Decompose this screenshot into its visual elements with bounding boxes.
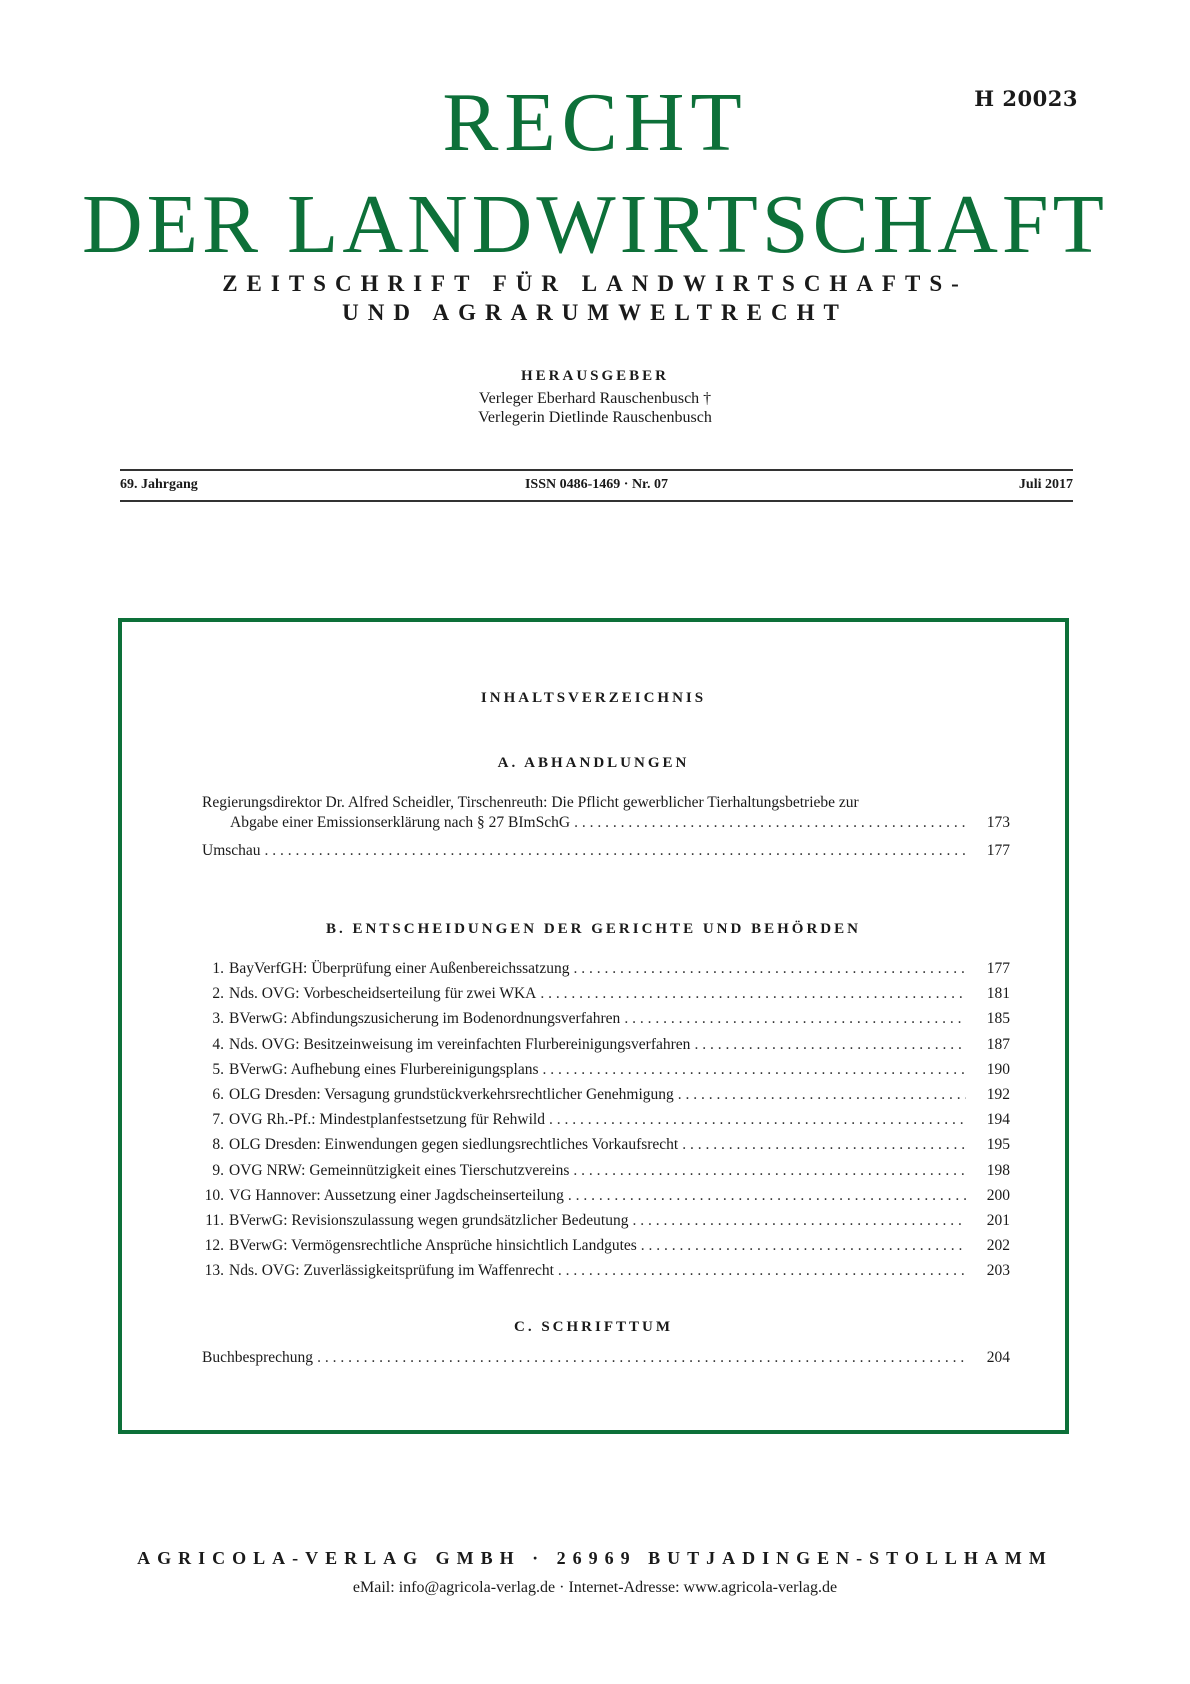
toc-entry-line	[202, 793, 1010, 813]
toc-heading: INHALTSVERZEICHNIS	[480, 690, 707, 706]
issue-info-bar	[120, 469, 1073, 502]
toc-entry-title: OLG Dresden: Versagung grundstückverkehrsrechtlicher Genehmigung	[229, 1086, 674, 1103]
toc-entry	[202, 1348, 1010, 1368]
toc-entry-number: 1.	[212, 960, 224, 977]
toc-entry	[202, 1085, 1010, 1105]
toc-entry-line	[202, 1135, 1010, 1155]
toc-entry	[202, 1035, 1010, 1055]
toc-entry-number: 5.	[212, 1060, 224, 1078]
herausgeber-label: HERAUSGEBER	[520, 368, 670, 384]
leader-dots	[632, 1211, 966, 1231]
journal-code: H 20023	[974, 86, 1078, 111]
toc-entry-number: 2.	[212, 985, 224, 1003]
toc-entry-page: 190	[986, 1060, 1010, 1078]
leader-dots	[568, 1186, 966, 1206]
toc-entry-title: OVG Rh.-Pf.: Mindestplanfestsetzung für Rehwild	[229, 1111, 545, 1129]
leader-dots	[549, 1110, 966, 1130]
leader-dots	[574, 813, 966, 833]
toc-entry-title: OLG Dresden: Einwendungen gegen siedlungsrechtliches Vorkaufsrecht	[229, 1136, 679, 1154]
toc-entry-line	[202, 841, 1010, 861]
toc-entry-line	[202, 1060, 1010, 1080]
toc-entry-number: 9.	[212, 1161, 224, 1179]
toc-entry-title: Buchbesprechung	[202, 1349, 314, 1366]
toc-entry-number: 13.	[204, 1262, 224, 1280]
section-c-heading: C. SCHRIFTTUM	[513, 1319, 673, 1335]
toc-entry-page: 195	[986, 1136, 1010, 1154]
toc-entry-line	[202, 1035, 1010, 1055]
journal-title-line-1: RECHT	[442, 76, 748, 169]
toc-entry	[202, 841, 1010, 861]
toc-entry-line	[202, 1348, 1010, 1368]
toc-entry-number: 11.	[205, 1212, 224, 1229]
toc-entry-title: Abgabe einer Emissionserklärung nach § 27 BImSchG	[230, 814, 571, 831]
journal-subtitle-line-2: UND AGRARUMWELTRECHT	[342, 300, 848, 325]
toc-entry-page: 194	[986, 1111, 1010, 1129]
toc-entry-page: 185	[986, 1010, 1010, 1028]
toc-entry	[202, 793, 1010, 833]
toc-entry	[202, 1161, 1010, 1181]
toc-entry-page: 203	[986, 1262, 1010, 1280]
toc-entry	[202, 1110, 1010, 1130]
toc-entry-page: 177	[986, 842, 1010, 859]
publisher-contact: eMail: info@agricola-verlag.de · Internet-Adresse: www.agricola-verlag.de	[352, 1579, 838, 1596]
leader-dots	[317, 1348, 966, 1368]
toc-entry-line	[202, 813, 1010, 833]
toc-entry-title: Regierungsdirektor Dr. Alfred Scheidler, Tirschenreuth: Die Pflicht gewerblicher Tierhaltungsbetriebe zur	[202, 794, 859, 811]
toc-entry-number: 8.	[212, 1136, 224, 1154]
toc-entry	[202, 984, 1010, 1004]
issue-issn: ISSN 0486-1469 · Nr. 07	[524, 477, 668, 492]
toc-entry	[202, 1009, 1010, 1029]
toc-entry-line	[202, 1186, 1010, 1206]
toc-entry-line	[202, 1211, 1010, 1231]
toc-entry-number: 4.	[212, 1035, 224, 1053]
leader-dots	[558, 1261, 966, 1281]
leader-dots	[678, 1085, 966, 1105]
leader-dots	[573, 959, 966, 979]
toc-entry-title: BVerwG: Abfindungszusicherung im Bodenordnungsverfahren	[229, 1010, 621, 1028]
section-a-heading: A. ABHANDLUNGEN	[497, 755, 690, 771]
toc-entry	[202, 1060, 1010, 1080]
toc-entry-line	[202, 1009, 1010, 1029]
toc-entry-title: Nds. OVG: Vorbescheidserteilung für zwei WKA	[229, 985, 537, 1003]
toc-entry	[202, 1186, 1010, 1206]
toc-entry-page: 200	[986, 1186, 1010, 1204]
toc-entry-number: 3.	[212, 1010, 224, 1028]
toc-entry-number: 7.	[212, 1111, 224, 1129]
toc-entry	[202, 1135, 1010, 1155]
toc-entry-page: 204	[986, 1349, 1010, 1366]
journal-title-line-2: DER LANDWIRTSCHAFT	[82, 178, 1108, 271]
toc-entry-page: 173	[986, 814, 1010, 831]
toc-entry	[202, 1211, 1010, 1231]
table-of-contents	[118, 618, 1069, 1434]
toc-entry	[202, 959, 1010, 979]
leader-dots	[543, 1060, 966, 1080]
issue-volume: 69. Jahrgang	[120, 477, 198, 492]
toc-entry	[202, 1261, 1010, 1281]
toc-entry-page: 187	[986, 1035, 1010, 1053]
toc-entry-page: 201	[986, 1212, 1010, 1229]
leader-dots	[265, 841, 966, 861]
toc-entry	[202, 1236, 1010, 1256]
leader-dots	[682, 1135, 966, 1155]
toc-entry-page: 181	[986, 985, 1010, 1003]
toc-entry-title: Nds. OVG: Zuverlässigkeitsprüfung im Waffenrecht	[229, 1262, 554, 1280]
leader-dots	[641, 1236, 966, 1256]
herausgeber-name-1: Verleger Eberhard Rauschenbusch †	[478, 390, 712, 407]
leader-dots	[540, 984, 966, 1004]
toc-entry-page: 192	[986, 1086, 1010, 1103]
publisher-address: AGRICOLA-VERLAG GMBH · 26969 BUTJADINGEN-STOLLHAMM	[137, 1548, 1053, 1568]
leader-dots	[573, 1161, 966, 1181]
toc-entry-title: BVerwG: Aufhebung eines Flurbereinigungsplans	[229, 1060, 539, 1078]
toc-entry-title: BVerwG: Vermögensrechtliche Ansprüche hinsichtlich Landgutes	[229, 1237, 637, 1255]
toc-entry-page: 202	[986, 1237, 1010, 1255]
toc-entry-title: VG Hannover: Aussetzung einer Jagdscheinserteilung	[229, 1186, 564, 1204]
toc-entry-title: Umschau	[202, 842, 261, 859]
leader-dots	[624, 1009, 966, 1029]
toc-entry-line	[202, 984, 1010, 1004]
toc-entry-title: OVG NRW: Gemeinnützigkeit eines Tierschutzvereins	[229, 1161, 570, 1179]
journal-subtitle-line-1: ZEITSCHRIFT FÜR LANDWIRTSCHAFTS-	[222, 271, 968, 296]
toc-entry-title: Nds. OVG: Besitzeinweisung im vereinfachten Flurbereinigungsverfahren	[229, 1035, 691, 1053]
toc-entry-page: 177	[986, 960, 1010, 977]
toc-entry-line	[202, 1110, 1010, 1130]
toc-entry-line	[202, 1085, 1010, 1105]
toc-entry-number: 10.	[204, 1186, 224, 1204]
toc-entry-title: BayVerfGH: Überprüfung einer Außenbereichssatzung	[229, 960, 570, 977]
toc-entry-line	[202, 1161, 1010, 1181]
toc-entry-line	[202, 1261, 1010, 1281]
toc-entry-number: 6.	[212, 1086, 224, 1103]
herausgeber-name-2: Verlegerin Dietlinde Rauschenbusch	[478, 409, 712, 426]
issue-date: Juli 2017	[1018, 477, 1073, 492]
toc-entry-number: 12.	[204, 1237, 224, 1255]
section-b-heading: B. ENTSCHEIDUNGEN DER GERICHTE UND BEHÖRDEN	[326, 921, 861, 937]
toc-entry-line	[202, 1236, 1010, 1256]
toc-entry-line	[202, 959, 1010, 979]
toc-entry-title: BVerwG: Revisionszulassung wegen grundsätzlicher Bedeutung	[229, 1212, 629, 1229]
leader-dots	[694, 1035, 966, 1055]
toc-entry-page: 198	[986, 1161, 1010, 1179]
